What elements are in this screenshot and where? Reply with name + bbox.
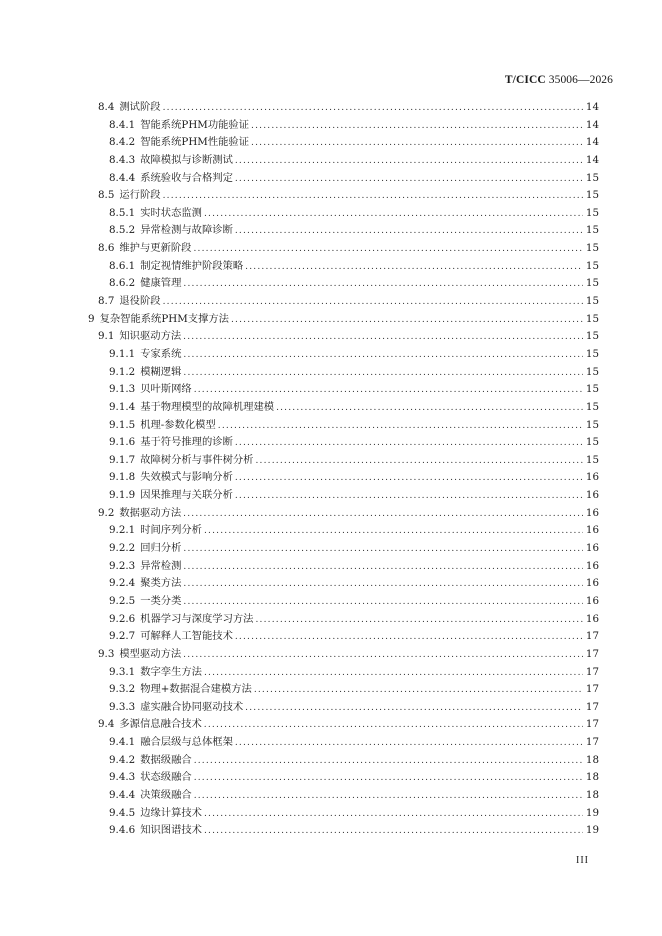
toc-entry-number: 9.2.6	[109, 612, 136, 625]
toc-entry-title: 状态级融合	[140, 771, 192, 784]
toc-entry[interactable]	[109, 769, 599, 788]
toc-entry-page: 14	[585, 118, 599, 131]
toc-dot-leader	[235, 435, 583, 453]
toc-entry-page: 16	[585, 594, 599, 607]
toc-entry-page: 14	[585, 101, 599, 113]
toc-entry-page: 15	[585, 224, 599, 237]
toc-entry-title: 可解释人工智能技术	[140, 630, 233, 643]
toc-entry-number: 8.6.2	[109, 277, 136, 290]
toc-entry[interactable]	[109, 346, 599, 365]
toc-entry[interactable]	[109, 734, 599, 753]
toc-row	[0, 805, 662, 823]
toc-entry-title: 一类分类	[140, 594, 182, 607]
toc-entry-page: 16	[585, 489, 599, 502]
toc-entry-number: 9.3.2	[109, 683, 136, 696]
toc-entry-number: 9.3.1	[109, 665, 136, 678]
toc-entry-title: 维护与更新阶段	[119, 242, 192, 255]
toc-entry[interactable]	[109, 381, 599, 400]
toc-entry[interactable]	[109, 258, 599, 277]
toc-dot-leader	[163, 188, 583, 206]
toc-row	[0, 346, 662, 364]
toc-row	[0, 134, 662, 152]
toc-dot-leader	[194, 753, 583, 771]
toc-row	[0, 399, 662, 417]
toc-entry[interactable]	[109, 628, 599, 647]
toc-entry-number: 9.4.5	[109, 806, 136, 819]
toc-entry-page: 18	[585, 771, 599, 784]
toc-dot-leader	[194, 382, 583, 400]
toc-entry-number: 9.4	[98, 718, 115, 731]
toc-entry[interactable]	[88, 311, 599, 330]
toc-entry-title: 基于符号推理的诊断	[140, 436, 233, 449]
toc-dot-leader	[183, 541, 583, 559]
toc-entry-title: 系统验收与合格判定	[140, 171, 233, 184]
toc-row	[0, 275, 662, 293]
toc-entry-page: 15	[585, 259, 599, 272]
toc-entry-page: 17	[585, 736, 599, 749]
toc-entry-page: 15	[585, 312, 599, 325]
toc-entry-number: 9.1.8	[109, 471, 136, 484]
toc-entry-page: 15	[585, 365, 599, 378]
toc-entry-number: 8.4.2	[109, 136, 136, 149]
toc-entry-title: 专家系统	[140, 347, 182, 360]
toc-entry-title: 智能系统PHM功能验证	[140, 118, 250, 131]
toc-entry-page: 15	[585, 383, 599, 396]
toc-row	[0, 822, 662, 840]
toc-entry-number: 9.2.3	[109, 559, 136, 572]
toc-entry-number: 8.4.4	[109, 171, 136, 184]
toc-row	[0, 152, 662, 170]
toc-entry-page: 18	[585, 788, 599, 801]
toc-entry-title: 虚实融合协同驱动技术	[140, 700, 244, 713]
toc-row	[0, 187, 662, 205]
toc-row	[0, 699, 662, 717]
toc-dot-leader	[183, 594, 583, 612]
toc-dot-leader	[183, 647, 583, 665]
toc-entry-number: 9.4.4	[109, 788, 136, 801]
table-of-contents	[0, 99, 662, 840]
toc-entry-number: 9.4.1	[109, 736, 136, 749]
toc-entry[interactable]	[109, 170, 599, 189]
toc-entry-number: 9.2.5	[109, 594, 136, 607]
toc-dot-leader	[235, 153, 583, 171]
toc-entry-page: 18	[585, 753, 599, 766]
toc-row	[0, 240, 662, 258]
toc-entry-number: 9.1.3	[109, 383, 136, 396]
toc-entry-number: 9.2.2	[109, 542, 136, 555]
toc-entry-page: 17	[585, 683, 599, 696]
toc-dot-leader	[163, 294, 583, 312]
toc-dot-leader	[183, 576, 583, 594]
toc-dot-leader	[231, 312, 583, 330]
toc-row	[0, 328, 662, 346]
toc-entry-page: 17	[585, 700, 599, 713]
toc-dot-leader	[218, 418, 583, 436]
toc-row	[0, 222, 662, 240]
toc-entry[interactable]	[109, 558, 599, 577]
toc-entry-title: 退役阶段	[119, 295, 161, 308]
toc-entry-page: 15	[585, 400, 599, 413]
toc-entry-title: 多源信息融合技术	[119, 718, 202, 731]
toc-row	[0, 170, 662, 188]
toc-entry[interactable]	[109, 699, 599, 718]
toc-entry-number: 8.4	[98, 101, 115, 113]
toc-entry-number: 8.5.2	[109, 224, 136, 237]
document-code	[505, 74, 613, 86]
toc-entry[interactable]	[109, 434, 599, 453]
toc-row	[0, 487, 662, 505]
toc-dot-leader	[183, 329, 583, 347]
toc-entry[interactable]	[98, 293, 599, 312]
toc-entry-number: 9.1.7	[109, 453, 136, 466]
toc-row	[0, 522, 662, 540]
toc-entry-page: 19	[585, 824, 599, 837]
toc-row	[0, 593, 662, 611]
toc-entry-page: 16	[585, 577, 599, 590]
toc-entry-title: 边缘计算技术	[140, 806, 202, 819]
toc-row	[0, 681, 662, 699]
toc-entry-number: 9.1.5	[109, 418, 136, 431]
toc-entry[interactable]	[109, 593, 599, 612]
toc-entry-page: 16	[585, 612, 599, 625]
toc-row	[0, 787, 662, 805]
toc-entry-title: 数字孪生方法	[140, 665, 202, 678]
toc-dot-leader	[235, 470, 583, 488]
toc-dot-leader	[183, 347, 583, 365]
toc-entry-number: 9.4.2	[109, 753, 136, 766]
toc-row	[0, 611, 662, 629]
toc-entry-number: 9.1.9	[109, 489, 136, 502]
toc-dot-leader	[204, 806, 583, 824]
toc-entry-title: 复杂智能系统PHM支撑方法	[99, 312, 229, 325]
toc-entry-title: 回归分析	[140, 542, 182, 555]
toc-entry-title: 机理-参数化模型	[140, 418, 216, 431]
toc-entry-title: 数据级融合	[140, 753, 192, 766]
toc-row	[0, 505, 662, 523]
toc-entry-page: 17	[585, 647, 599, 660]
toc-row	[0, 734, 662, 752]
toc-dot-leader	[235, 735, 583, 753]
toc-row	[0, 716, 662, 734]
toc-row	[0, 469, 662, 487]
toc-entry-page: 17	[585, 718, 599, 731]
toc-entry[interactable]	[109, 134, 599, 153]
toc-entry-page: 15	[585, 436, 599, 449]
toc-entry[interactable]	[109, 487, 599, 506]
toc-entry-title: 运行阶段	[119, 189, 161, 202]
toc-entry[interactable]	[98, 99, 599, 118]
toc-entry-page: 15	[585, 347, 599, 360]
toc-dot-leader	[204, 823, 583, 841]
toc-row	[0, 117, 662, 135]
toc-dot-leader	[251, 135, 583, 153]
toc-entry-title: 智能系统PHM性能验证	[140, 136, 250, 149]
toc-row	[0, 417, 662, 435]
toc-entry-page: 15	[585, 242, 599, 255]
toc-entry-number: 8.6.1	[109, 259, 136, 272]
toc-entry[interactable]	[109, 611, 599, 630]
toc-entry-page: 14	[585, 153, 599, 166]
toc-row	[0, 628, 662, 646]
toc-row	[0, 258, 662, 276]
toc-row	[0, 205, 662, 223]
toc-entry-page: 16	[585, 559, 599, 572]
toc-entry-title: 测试阶段	[119, 101, 161, 113]
toc-entry[interactable]	[109, 681, 599, 700]
toc-entry-title: 模型驱动方法	[119, 647, 182, 660]
toc-dot-leader	[193, 241, 583, 259]
toc-entry-title: 异常检测与故障诊断	[140, 224, 233, 237]
toc-entry-number: 8.4.1	[109, 118, 136, 131]
toc-entry-page: 15	[585, 330, 599, 343]
toc-entry-number: 9.4.6	[109, 824, 136, 837]
toc-entry[interactable]	[109, 822, 599, 841]
toc-entry-title: 时间序列分析	[140, 524, 202, 537]
toc-row	[0, 364, 662, 382]
toc-row	[0, 311, 662, 329]
toc-entry-number: 9.2.7	[109, 630, 136, 643]
toc-dot-leader	[245, 259, 583, 277]
toc-entry[interactable]	[109, 664, 599, 683]
toc-dot-leader	[245, 700, 583, 718]
toc-entry-title: 知识驱动方法	[119, 330, 182, 343]
toc-row	[0, 381, 662, 399]
toc-entry-number: 9.2	[98, 506, 115, 519]
toc-entry-title: 机器学习与深度学习方法	[140, 612, 254, 625]
toc-entry-title: 制定视情维护阶段策略	[140, 259, 244, 272]
toc-row	[0, 293, 662, 311]
toc-entry-number: 9.1.1	[109, 347, 136, 360]
toc-entry-page: 17	[585, 665, 599, 678]
toc-row	[0, 664, 662, 682]
toc-dot-leader	[235, 629, 583, 647]
toc-entry-title: 模糊逻辑	[140, 365, 182, 378]
toc-row	[0, 99, 662, 117]
toc-entry[interactable]	[109, 205, 599, 224]
toc-entry-number: 8.7	[98, 295, 115, 308]
toc-entry-title: 聚类方法	[140, 577, 182, 590]
toc-entry-number: 8.5.1	[109, 206, 136, 219]
toc-row	[0, 575, 662, 593]
toc-entry[interactable]	[109, 469, 599, 488]
toc-dot-leader	[183, 276, 583, 294]
toc-entry-page: 19	[585, 806, 599, 819]
toc-entry[interactable]	[109, 364, 599, 383]
toc-entry-number: 9.3	[98, 647, 115, 660]
toc-entry-number: 8.4.3	[109, 153, 136, 166]
toc-dot-leader	[183, 365, 583, 383]
toc-dot-leader	[235, 488, 583, 506]
toc-dot-leader	[204, 206, 583, 224]
toc-dot-leader	[276, 400, 583, 418]
toc-row	[0, 769, 662, 787]
page-number: III	[576, 855, 589, 866]
toc-entry-number: 8.6	[98, 242, 115, 255]
toc-entry[interactable]	[98, 646, 599, 665]
toc-entry[interactable]	[109, 787, 599, 806]
toc-entry-page: 15	[585, 295, 599, 308]
toc-entry-title: 贝叶斯网络	[140, 383, 192, 396]
toc-entry-page: 16	[585, 471, 599, 484]
toc-entry-page: 15	[585, 171, 599, 184]
toc-entry[interactable]	[109, 152, 599, 171]
toc-entry-page: 16	[585, 524, 599, 537]
toc-entry-page: 15	[585, 189, 599, 202]
toc-entry-number: 9.1.2	[109, 365, 136, 378]
toc-entry-title: 故障模拟与诊断测试	[140, 153, 233, 166]
toc-dot-leader	[255, 612, 583, 630]
toc-entry[interactable]	[98, 328, 599, 347]
toc-entry-page: 17	[585, 630, 599, 643]
toc-entry-number: 9.1	[98, 330, 115, 343]
toc-entry-number: 9.1.4	[109, 400, 136, 413]
toc-entry-title: 实时状态监测	[140, 206, 202, 219]
document-code-prefix: T/CICC	[504, 74, 546, 86]
toc-entry-page: 16	[585, 506, 599, 519]
toc-entry-page: 16	[585, 542, 599, 555]
toc-dot-leader	[183, 506, 583, 524]
toc-dot-leader	[235, 171, 583, 189]
toc-entry[interactable]	[109, 222, 599, 241]
toc-row	[0, 752, 662, 770]
toc-dot-leader	[204, 523, 583, 541]
toc-entry[interactable]	[98, 187, 599, 206]
toc-entry-number: 9	[88, 312, 95, 325]
toc-dot-leader	[194, 788, 583, 806]
document-code-number: 35006—2026	[545, 74, 613, 86]
toc-entry-number: 8.5	[98, 189, 115, 202]
toc-dot-leader	[255, 453, 583, 471]
toc-entry-title: 因果推理与关联分析	[140, 489, 233, 502]
toc-dot-leader	[163, 100, 583, 118]
toc-entry-page: 15	[585, 418, 599, 431]
toc-entry-title: 数据驱动方法	[119, 506, 182, 519]
toc-entry-number: 9.2.1	[109, 524, 136, 537]
toc-entry[interactable]	[98, 716, 599, 735]
toc-entry-number: 9.3.3	[109, 700, 136, 713]
toc-row	[0, 452, 662, 470]
toc-entry-title: 基于物理模型的故障机理建模	[140, 400, 275, 413]
toc-entry[interactable]	[109, 752, 599, 771]
toc-entry[interactable]	[109, 275, 599, 294]
toc-entry[interactable]	[109, 575, 599, 594]
toc-entry[interactable]	[98, 505, 599, 524]
toc-row	[0, 434, 662, 452]
toc-dot-leader	[183, 559, 583, 577]
toc-entry-page: 15	[585, 206, 599, 219]
toc-entry[interactable]	[109, 522, 599, 541]
toc-entry[interactable]	[109, 805, 599, 824]
toc-entry-number: 9.2.4	[109, 577, 136, 590]
toc-entry-number: 9.4.3	[109, 771, 136, 784]
toc-entry-page: 15	[585, 453, 599, 466]
toc-entry-title: 物理+数据混合建模方法	[140, 683, 252, 696]
toc-dot-leader	[254, 682, 583, 700]
toc-entry[interactable]	[109, 117, 599, 136]
toc-entry-title: 失效模式与影响分析	[140, 471, 233, 484]
toc-entry-number: 9.1.6	[109, 436, 136, 449]
toc-row	[0, 540, 662, 558]
toc-dot-leader	[204, 717, 583, 735]
toc-entry-page: 15	[585, 277, 599, 290]
toc-entry[interactable]	[109, 540, 599, 559]
toc-dot-leader	[204, 665, 583, 683]
toc-entry[interactable]	[98, 240, 599, 259]
toc-entry[interactable]	[109, 417, 599, 436]
toc-row	[0, 558, 662, 576]
toc-entry-title: 故障树分析与事件树分析	[140, 453, 254, 466]
toc-entry[interactable]	[109, 452, 599, 471]
toc-row	[0, 646, 662, 664]
toc-entry-page: 14	[585, 136, 599, 149]
toc-dot-leader	[235, 223, 583, 241]
toc-entry-title: 健康管理	[140, 277, 182, 290]
toc-entry-title: 知识图谱技术	[140, 824, 202, 837]
toc-dot-leader	[194, 770, 583, 788]
toc-entry-title: 决策级融合	[140, 788, 192, 801]
toc-entry-title: 融合层级与总体框架	[140, 736, 233, 749]
toc-entry-title: 异常检测	[140, 559, 182, 572]
toc-dot-leader	[251, 118, 583, 136]
toc-entry[interactable]	[109, 399, 599, 418]
